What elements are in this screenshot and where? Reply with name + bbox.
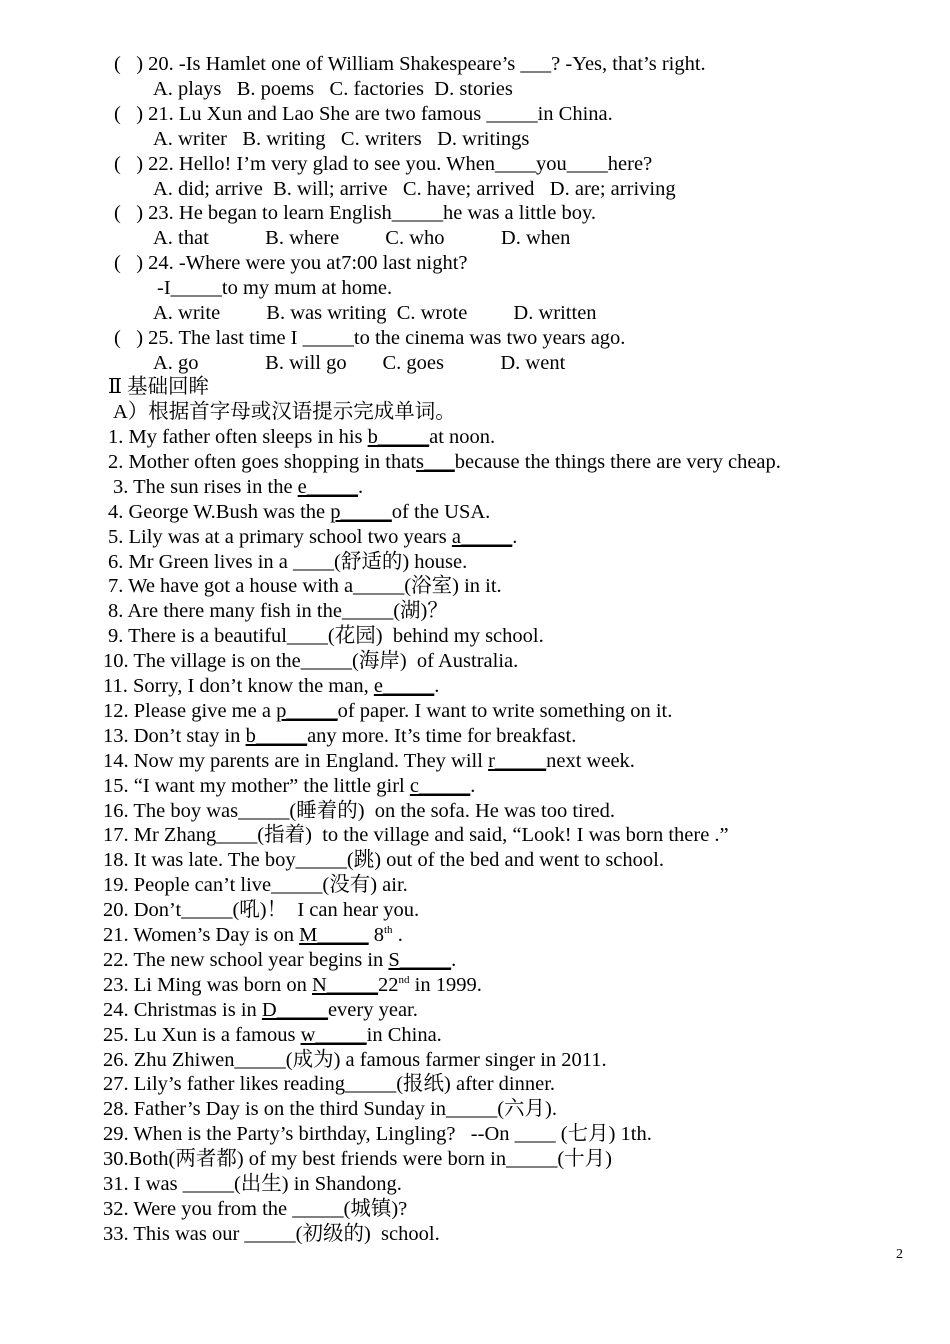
item-text: 20. Don’t_____(吼)！ I can hear you. (103, 899, 420, 921)
item-text-after: . (470, 775, 476, 797)
blank-hint: s___ (416, 451, 455, 473)
blank-hint: S_____ (388, 949, 452, 971)
fill-item-14 (103, 749, 635, 774)
item-text-after: in China. (366, 1024, 442, 1046)
item-text: 1. My father often sleeps in his (108, 426, 368, 448)
item-text: 33. This was our _____(初级的) school. (103, 1223, 440, 1245)
options-24: A. write B. was writing C. wrote D. written (153, 302, 597, 324)
fill-item-22 (103, 948, 456, 973)
item-text: 4. George W.Bush was the (108, 501, 331, 523)
section-instruction: A）根据首字母或汉语提示完成单词。 (113, 401, 456, 423)
item-text-after: 22 (378, 974, 399, 996)
item-text-after: . (358, 476, 364, 498)
options-25: A. go B. will go C. goes D. went (153, 352, 566, 374)
fill-item-9 (108, 624, 544, 649)
fill-item-25 (103, 1023, 442, 1048)
question-24-continuation: -I_____to my mum at home. (157, 277, 393, 299)
item-text-after: . (434, 675, 440, 697)
ordinal-suffix: th (384, 924, 393, 936)
item-text: 11. Sorry, I don’t know the man, (103, 675, 374, 697)
item-text-after: of paper. I want to write something on it. (337, 700, 673, 722)
options-22: A. did; arrive B. will; arrive C. have; arrived D. are; arriving (153, 178, 676, 200)
fill-item-5 (108, 525, 517, 550)
item-text: 21. Women’s Day is on (103, 924, 300, 946)
blank-hint: M_____ (299, 924, 369, 946)
fill-item-7 (108, 574, 502, 599)
item-text: 26. Zhu Zhiwen_____(成为) a famous farmer singer in 2011. (103, 1049, 607, 1071)
blank-hint: p_____ (330, 501, 392, 523)
item-text: 27. Lily’s father likes reading_____(报纸) after dinner. (103, 1073, 556, 1095)
fill-item-8 (108, 599, 448, 624)
blank-hint: e_____ (297, 476, 359, 498)
item-text: 15. “I want my mother” the little girl (103, 775, 410, 797)
fill-item-19 (103, 873, 408, 898)
blank-hint: w_____ (300, 1024, 367, 1046)
item-text: 31. I was _____(出生) in Shandong. (103, 1173, 402, 1195)
question-24: ( ) 24. -Where were you at7:00 last night? (114, 252, 468, 274)
options-21: A. writer B. writing C. writers D. writings (153, 128, 530, 150)
fill-item-23 (103, 973, 482, 998)
blank-hint: b_____ (367, 426, 430, 448)
fill-item-10 (103, 649, 518, 674)
fill-item-17 (103, 823, 729, 848)
blank-hint: r_____ (488, 750, 547, 772)
question-20: ( ) 20. -Is Hamlet one of William Shakespeare’s ___? -Yes, that’s right. (114, 53, 706, 75)
item-text: 7. We have got a house with a_____(浴室) in it. (108, 575, 502, 597)
blank-hint: a_____ (451, 526, 513, 548)
question-25: ( ) 25. The last time I _____to the cinema was two years ago. (114, 327, 626, 349)
item-text-after: any more. It’s time for breakfast. (307, 725, 577, 747)
item-text: 29. When is the Party’s birthday, Lingling? --On ____ (七月) 1th. (103, 1123, 652, 1145)
blank-hint: c_____ (409, 775, 471, 797)
fill-item-18 (103, 848, 664, 873)
fill-item-31 (103, 1172, 402, 1197)
blank-hint: p_____ (276, 700, 338, 722)
fill-item-27 (103, 1072, 555, 1097)
fill-item-2 (108, 450, 781, 475)
item-text: 9. There is a beautiful____(花园) behind my school. (108, 625, 544, 647)
item-text-after: . (512, 526, 518, 548)
item-text: 16. The boy was_____(睡着的) on the sofa. He was too tired. (103, 800, 616, 822)
item-text-after: every year. (327, 999, 418, 1021)
item-text-after: of the USA. (391, 501, 491, 523)
item-text: 22. The new school year begins in (103, 949, 389, 971)
item-text-end: . (392, 924, 403, 946)
item-text: 12. Please give me a (103, 700, 277, 722)
item-text: 28. Father’s Day is on the third Sunday in_____(六月). (103, 1098, 557, 1120)
fill-item-13 (103, 724, 576, 749)
fill-item-33 (103, 1222, 440, 1247)
fill-item-11 (103, 674, 439, 699)
fill-item-28 (103, 1097, 557, 1122)
item-text: 19. People can’t live_____(没有) air. (103, 874, 408, 896)
fill-item-16 (103, 799, 615, 824)
ordinal-suffix: nd (398, 974, 410, 986)
fill-item-26 (103, 1048, 607, 1073)
fill-item-12 (103, 699, 672, 724)
question-23: ( ) 23. He began to learn English_____he was a little boy. (114, 202, 597, 224)
item-text-after: at noon. (429, 426, 496, 448)
item-text-after: because the things there are very cheap. (454, 451, 781, 473)
blank-hint: D_____ (261, 999, 328, 1021)
question-21: ( ) 21. Lu Xun and Lao She are two famous _____in China. (114, 103, 613, 125)
fill-item-4 (108, 500, 490, 525)
item-text-after: . (451, 949, 457, 971)
blank-hint: N_____ (311, 974, 379, 996)
item-text: 14. Now my parents are in England. They will (103, 750, 489, 772)
item-text: 8. Are there many fish in the_____(湖)？ (108, 600, 448, 622)
options-20: A. plays B. poems C. factories D. stories (153, 78, 513, 100)
item-text: 3. The sun rises in the (113, 476, 298, 498)
item-text: 5. Lily was at a primary school two years (108, 526, 452, 548)
question-22: ( ) 22. Hello! I’m very glad to see you. When____you____here? (114, 153, 653, 175)
item-text: 2. Mother often goes shopping in that (108, 451, 417, 473)
section-title: Ⅱ 基础回眸 (108, 376, 210, 398)
options-23: A. that B. where C. who D. when (153, 227, 571, 249)
item-text: 13. Don’t stay in (103, 725, 246, 747)
fill-item-32 (103, 1197, 407, 1222)
fill-item-30 (103, 1147, 612, 1172)
fill-item-6 (108, 550, 467, 575)
item-text: 23. Li Ming was born on (103, 974, 312, 996)
item-text: 24. Christmas is in (103, 999, 262, 1021)
page-number: 2 (896, 1247, 903, 1262)
fill-item-21 (103, 923, 403, 948)
fill-item-1 (108, 425, 495, 450)
item-text-after: 8 (368, 924, 384, 946)
item-text: 25. Lu Xun is a famous (103, 1024, 301, 1046)
item-text: 17. Mr Zhang____(指着) to the village and said, “Look! I was born there .” (103, 824, 729, 846)
item-text: 10. The village is on the_____(海岸) of Australia. (103, 650, 519, 672)
item-text: 6. Mr Green lives in a ____(舒适的) house. (108, 551, 468, 573)
fill-item-24 (103, 998, 418, 1023)
item-text-end: in 1999. (409, 974, 482, 996)
blank-hint: e_____ (373, 675, 435, 697)
fill-item-20 (103, 898, 419, 923)
item-text: 32. Were you from the _____(城镇)? (103, 1198, 408, 1220)
item-text: 30.Both(两者都) of my best friends were born in_____(十月) (103, 1148, 612, 1170)
blank-hint: b_____ (245, 725, 308, 747)
fill-item-3 (113, 475, 363, 500)
fill-item-15 (103, 774, 475, 799)
item-text-after: next week. (546, 750, 635, 772)
item-text: 18. It was late. The boy_____(跳) out of the bed and went to school. (103, 849, 664, 871)
fill-item-29 (103, 1122, 652, 1147)
